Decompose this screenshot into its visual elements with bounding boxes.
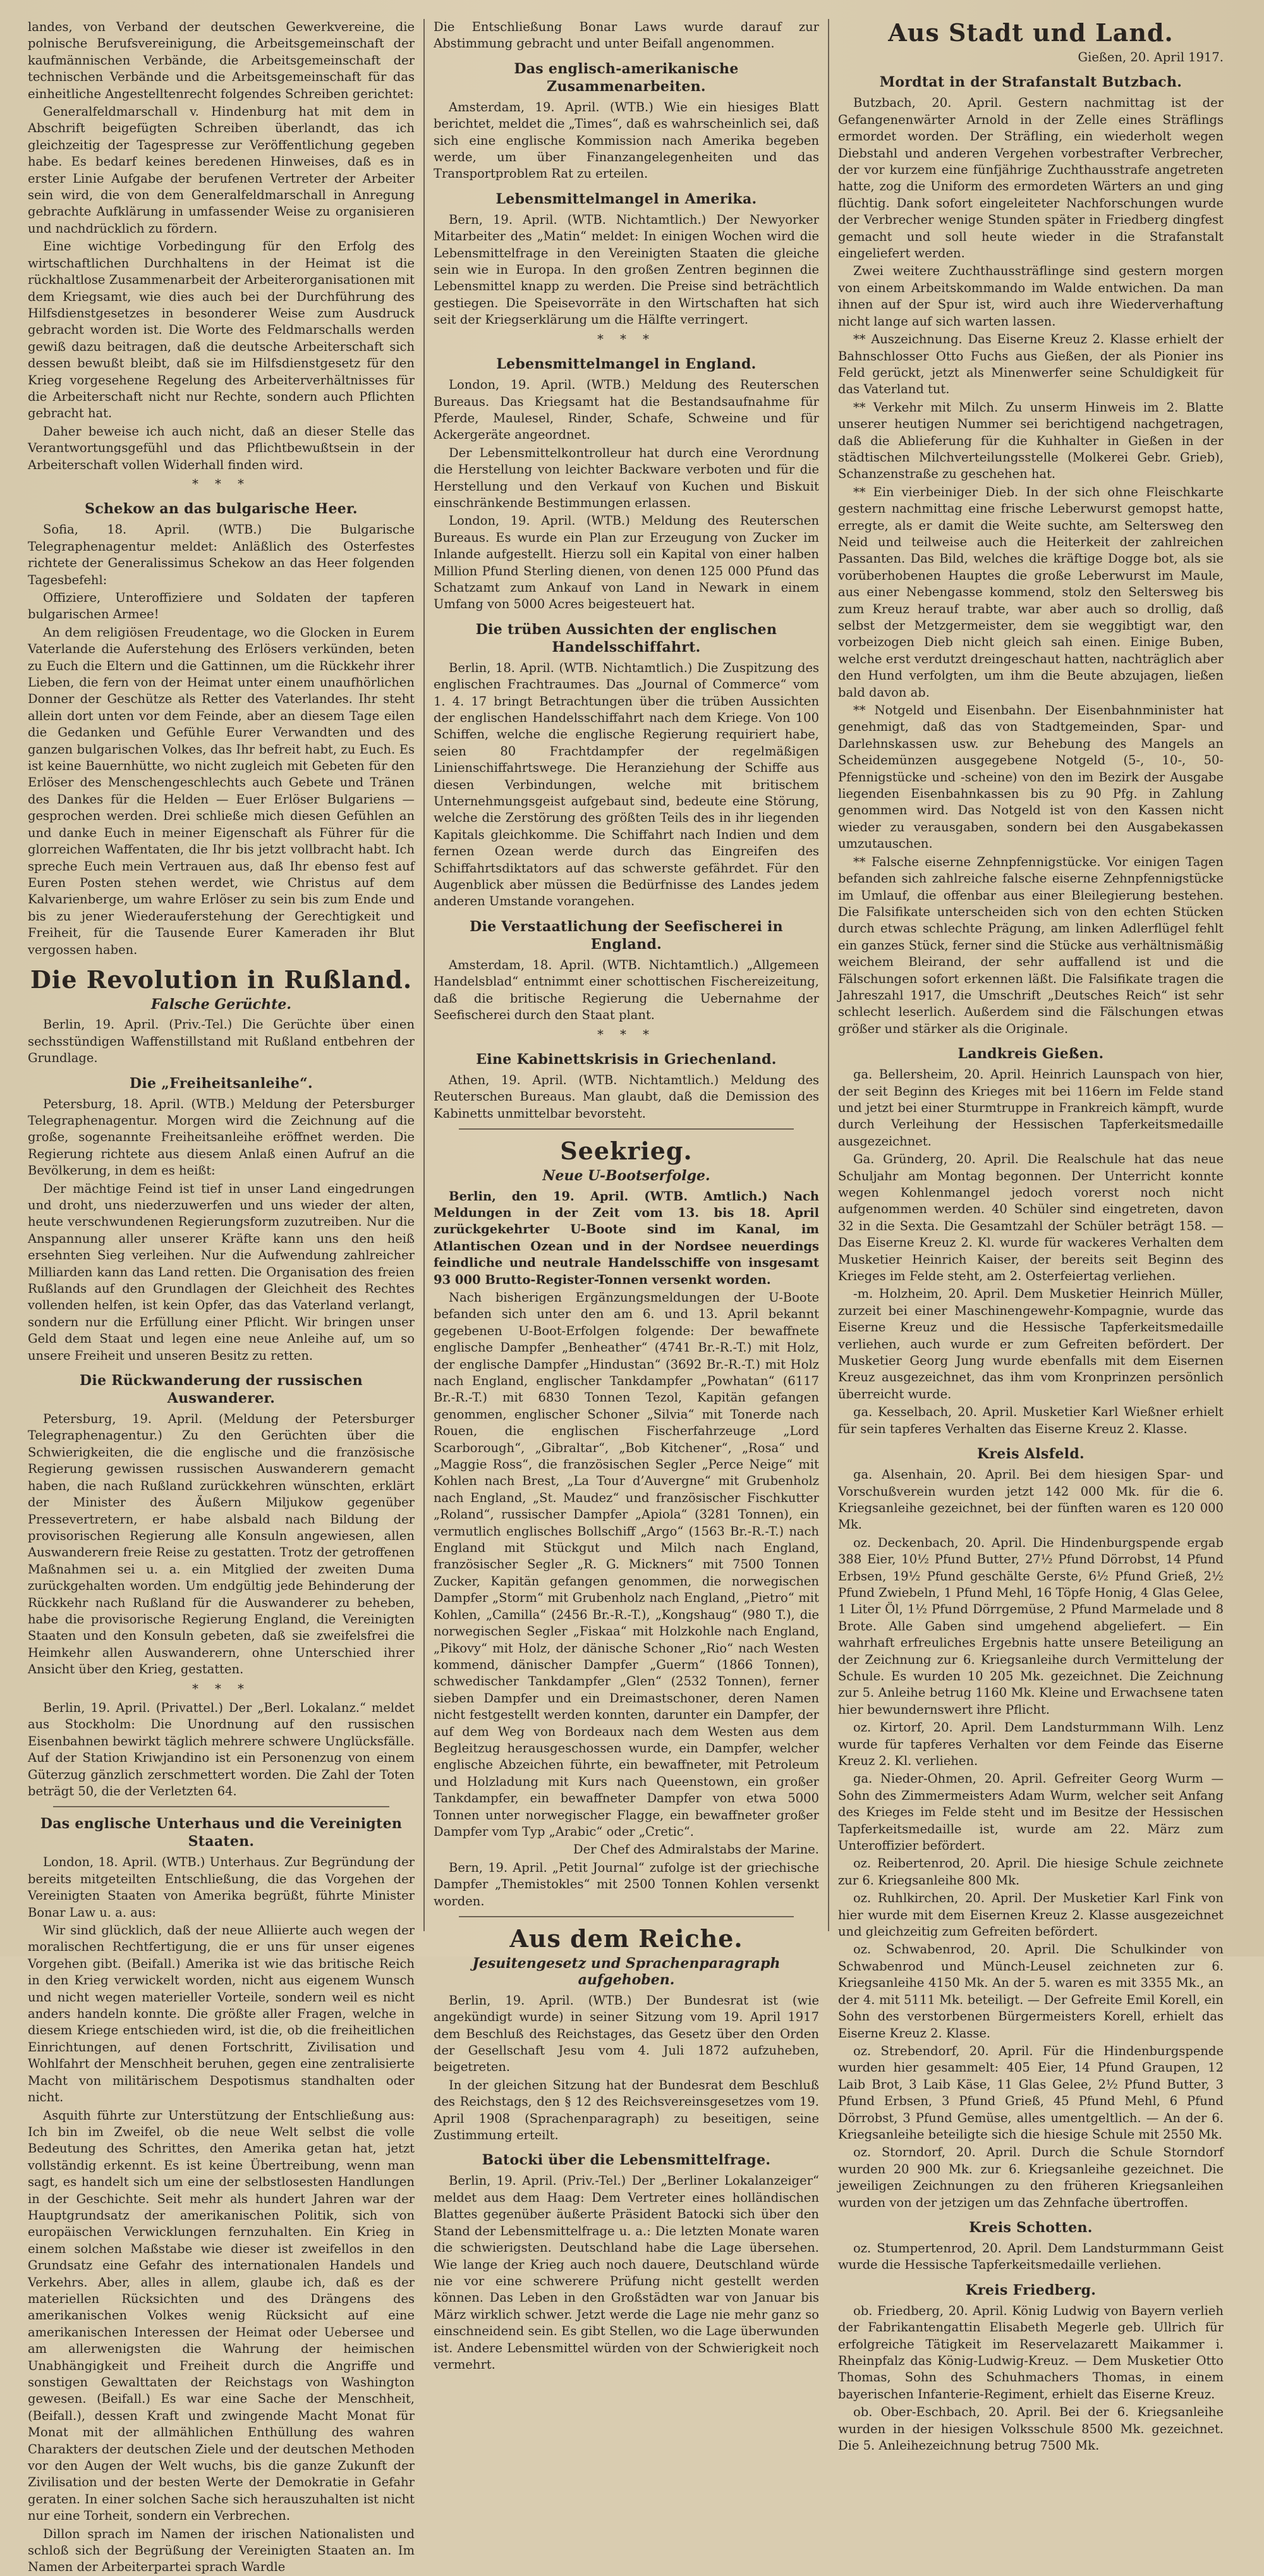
- headline-kreis-schotten: Kreis Schotten.: [969, 2219, 1093, 2236]
- article-paragraph: -m. Holzheim, 20. April. Dem Musketier Heinrich Müller, zurzeit bei einer Maschinengewehr-Kompagnie, wurde das Eiserne Kreuz und die Hessische Tapferkeitsmedaille verliehen, auch wurde er zum Gefreiten befördert. Der Musketier Georg Jung wurde ebenfalls mit dem Eisernen Kreuz ausgezeichnet, das ihm vom Kronprinzen persönlich überreicht wurde.: [838, 1286, 1224, 1401]
- headline-unterhaus: Das englische Unterhaus und die Vereinigten Staaten.: [40, 1816, 403, 1850]
- section-separator: * * *: [597, 1027, 655, 1042]
- article-paragraph: London, 18. April. (WTB.) Unterhaus. Zur Begründung der bereits mitgeteilten Entschließung, die das Vorgehen der Vereinigten Staaten von Amerika begrüßt, führte Minister Bonar Law u. a. aus:: [28, 1855, 415, 1920]
- article-paragraph: Butzbach, 20. April. Gestern nachmittag ist der Gefangenenwärter Arnold in der Zelle eines Sträflings ermordet worden. Der Sträfling, ein wiederholt wegen Diebstahl und anderen Vergehen vorbestrafter Verbrecher, der vor kurzem eine fünfjährige Zuchthausstrafe angetreten hatte, zog die Uniform des ermordeten Wärters an und ging flüchtig. Dank sofort eingeleiteter Nachforschungen wurde der Verbrecher wenige Stunden später in Friedberg dingfest gemacht und soll heute wieder in die Strafanstalt eingeliefert werden.: [838, 95, 1224, 261]
- article-paragraph: An dem religiösen Freudentage, wo die Glocken in Eurem Vaterlande die Auferstehung des Erlösers verkünden, beten zu Euch die Eltern und die Gattinnen, um die Rückkehr ihrer Lieben, die fern von der Heimat unter einem unaufhörlichen Donner der Geschütze als Retter des Vaterlandes. Ihr steht allein dort unten vor dem Feinde, aber an diesem Tage eilen die Gedanken und Gefühle Eurer Verwandten und des ganzen bulgarischen Volkes, das Ihr befreit habt, zu Euch. Es ist keine Bauernhütte, wo nicht zugleich mit Gebeten für den Erlöser des Menschengeschlechts auch Gebete und Tränen des Dankes für die Helden — Euer Erlöser Bulgariens — gesprochen werden. Drei schließe mich diesen Gefühlen an und danke Euch in meiner Eigenschaft als Führer für die glorreichen Waffentaten, die Ihr bis jetzt vollbracht habt. Ich spreche Euch mein Vertrauen aus, daß Ihr ebenso fest auf Euren Posten stehen werdet, wie Christus auf dem Kalvarienberge, um wahre Erlöser zu sein bis zum Ende und bis zu jener Wiederauferstehung der Gerechtigkeit und Freiheit, für die Tausende Eurer Kameraden ihr Blut vergossen haben.: [28, 625, 415, 957]
- article-paragraph: oz. Schwabenrod, 20. April. Die Schulkinder von Schwabenrod und Münch-Leusel zeichneten zur 6. Kriegsanleihe 4150 Mk. An der 5. waren es mit 3355 Mk., an der 4. mit 5111 Mk. beteiligt. — Der Gefreite Emil Korell, ein Sohn des verstorbenen Bürgermeisters Korell, erhielt das Eiserne Kreuz 2. Klasse.: [838, 1942, 1224, 2041]
- article-paragraph: ** Falsche eiserne Zehnpfennigstücke. Vor einigen Tagen befanden sich zahlreiche falsche eiserne Zehnpfennigstücke im Umlauf, die offenbar aus einer Bleilegierung bestehen. Die Falsifikate unterscheiden sich von den echten Stücken durch etwas schlechte Prägung, am linken Adlerflügel fehlt ein ganzes Stück, ferner sind die Stücke aus verhältnismäßig weichem Bleirand, der sehr auffallend ist und die Fälschungen sofort erkennen läßt. Die Falsifikate tragen die Jahreszahl 1917, die Umschrift „Deutsches Reich“ ist sehr schlecht leserlich. Außerdem sind die Fälschungen etwas größer und stärker als die Originale.: [838, 854, 1224, 1036]
- article-paragraph: Die Entschließung Bonar Laws wurde darauf zur Abstimmung gebracht und unter Beifall angenommen.: [434, 20, 819, 51]
- article-paragraph: ga. Nieder-Ohmen, 20. April. Gefreiter Georg Wurm — Sohn des Zimmermeisters Adam Wurm, welcher seit Anfang des Krieges im Felde steht und im Besitze der Hessischen Tapferkeitsmedaille ist, wurde am 22. März zum Unteroffizier befördert.: [838, 1771, 1224, 1853]
- article-paragraph: Petersburg, 19. April. (Meldung der Petersburger Telegraphenagentur.) Zu den Gerüchten über die Schwierigkeiten, die die englische und die französische Regierung gewissen russischen Auswanderern gemacht haben, die nach Rußland zurückkehren wünschten, erklärt der Minister des Äußern Miljukow gegenüber Pressevertretern, er habe alsbald nach Bildung der provisorischen Regierung alle Konsuln angewiesen, allen Auswanderern freie Reise zu gestatten. Trotz der getroffenen Maßnahmen sei u. a. ein Mitglied der zweiten Duma zurückgehalten worden. Um endgültig jede Behinderung der Rückkehr nach Rußland für die Auswanderer zu beheben, habe die provisorische Regierung England, die Vereinigten Staaten und den Konsuln gebeten, daß sie zweifelsfrei die Heimkehr allen Auswanderern, ohne Unterschied ihrer Ansicht über den Krieg, gestatten.: [28, 1412, 415, 1677]
- article-paragraph: Berlin, 19. April. (WTB.) Der Bundesrat ist (wie angekündigt wurde) in seiner Sitzung vom 19. April 1917 dem Beschluß des Reichstages, das Gesetz über den Orden der Gesellschaft Jesu vom 4. Juli 1872 aufzuheben, beigetreten.: [434, 1993, 819, 2075]
- headline-zusammenarbeiten: Das englisch-amerikanische Zusammenarbeiten.: [514, 60, 739, 95]
- article-paragraph: Generalfeldmarschall v. Hindenburg hat mit dem in Abschrift beigefügten Schreiben überlandt, das ich gleichzeitig der Tagespresse zur Veröffentlichung gegeben habe. Es bedarf keines beredenen Hinweises, daß es in erster Linie Aufgabe der berufenen Vertreter der Arbeiter sein wird, die von dem Generalfeldmarschall in Anregung gebrachte Aufklärung in umfassender Weise zu organisieren und nachdrücklich zu fördern.: [28, 104, 415, 236]
- column-2: [423, 19, 828, 2372]
- article-paragraph: Eine wichtige Vorbedingung für den Erfolg des wirtschaftlichen Durchhaltens in der Heimat ist die rückhaltlose Zusammenarbeit der Arbeiterorganisationen mit dem Kriegsamt, wie dies auch bei der Durchführung des Hilfsdienstgesetzes in besonderer Weise zum Ausdruck gebracht worden ist. Die Worte des Feldmarschalls werden gewiß dazu beitragen, daß die deutsche Arbeiterschaft sich dessen bewußt bleibt, daß sie im Hilfsdienstgesetz für den Krieg vorgesehene Regelung des Arbeiterverhältnisses für die Arbeiterschaft nicht nur Rechte, sondern auch Pflichten gebracht hat.: [28, 239, 415, 421]
- column-container: [19, 18, 1237, 2575]
- headline-kreis-friedberg: Kreis Friedberg.: [965, 2281, 1097, 2298]
- section-separator: * * *: [597, 331, 655, 346]
- article-paragraph: Bern, 19. April. „Petit Journal“ zufolge ist der griechische Dampfer „Themistokles“ mit 2500 Tonnen Kohlen versenkt worden.: [434, 1860, 819, 1908]
- headline-lebensmittel-england: Lebensmittelmangel in England.: [496, 356, 757, 373]
- article-paragraph: London, 19. April. (WTB.) Meldung des Reuterschen Bureaus. Es wurde ein Plan zur Erzeugung von Zucker im Inlande aufgestellt. Hierzu soll ein Kapital von einer halben Million Pfund Sterling dienen, von denen 125 000 Pfund das Schatzamt zum Ankauf von Land in Newark in einem Umfang von 5000 Acres beigesteuert hat.: [434, 513, 819, 612]
- article-paragraph: oz. Ruhlkirchen, 20. April. Der Musketier Karl Fink von hier wurde mit dem Eisernen Kreuz 2. Klasse ausgezeichnet und gleichzeitig zum Gefreiten befördert.: [838, 1891, 1224, 1939]
- article-paragraph: ** Notgeld und Eisenbahn. Der Eisenbahnminister hat genehmigt, daß das von Stadtgemeinden, Spar- und Darlehnskassen usw. zur Behebung des Mangels an Scheidemünzen ausgegebene Notgeld (5-, 10-, 50-Pfennigstücke und -scheine) von den im Bezirk der Ausgabe liegenden Eisenbahnkassen bis zu 90 Pfg. in Zahlung genommen wird. Das Notgeld ist von den Kassen nicht wieder zu verausgaben, sondern bei den Ausgabekassen umzutauschen.: [838, 703, 1224, 852]
- headline-revolution: Die Revolution in Rußland.: [30, 965, 413, 994]
- article-paragraph: Zwei weitere Zuchthaussträflinge sind gestern morgen von einem Arbeitskommando im Walde entwichen. Da man ihnen auf der Spur ist, wird auch ihre Wiederverhaftung nicht lange auf sich warten lassen.: [838, 264, 1224, 329]
- headline-mordtat: Mordtat in der Strafanstalt Butzbach.: [879, 74, 1182, 91]
- article-paragraph: Athen, 19. April. (WTB. Nichtamtlich.) Meldung des Reuterschen Bureaus. Man glaubt, daß die Demission des Kabinetts unmittelbar bevorsteht.: [434, 1072, 819, 1121]
- article-paragraph: Bern, 19. April. (WTB. Nichtamtlich.) Der Newyorker Mitarbeiter des „Matin“ meldet: In einigen Wochen wird die Lebensmittelfrage in den Vereinigten Staaten die gleiche sein wie in Europa. In den großen Zentren beginnen die Lebensmittel knapp zu werden. Die Preise sind beträchtlich gestiegen. Die Speisevorräte in den Wirtschaften hat sich seit der Kriegserklärung um die Hälfte verringert.: [434, 212, 819, 327]
- article-intro-paragraph: landes, von Verband der deutschen Gewerkvereine, die polnische Berufsvereinigung, die Arbeitsgemeinschaft der kaufmännischen Verbände, die Arbeitsgemeinschaft der technischen Verbände und die Arbeitsgemeinschaft für das einheitliche Angestelltenrecht folgendes Schreiben gerichtet:: [28, 20, 415, 101]
- column-3: [828, 18, 1232, 2453]
- article-paragraph: oz. Strebendorf, 20. April. Für die Hindenburgspende wurden hier gesammelt: 405 Eier, 14 Pfund Graupen, 12 Laib Brot, 3 Laib Käse, 11 Glas Gelee, 2½ Pfund Butter, 3 Pfund Erbsen, 3 Pfund Grieß, 45 Pfund Mehl, 6 Pfund Dörrobst, 3 Pfund Gemüse, alles umentgeltlich. — An der 6. Kriegsanleihe beteiligte sich die hiesige Schule mit 2550 Mk.: [838, 2043, 1224, 2142]
- headline-aus-dem-reiche: Aus dem Reiche.: [509, 1924, 743, 1953]
- divider: [53, 1806, 389, 1807]
- article-paragraph: ob. Ober-Eschbach, 20. April. Bei der 6. Kriegsanleihe wurden in der hiesigen Volksschule 8500 Mk. gezeichnet. Die 5. Anleihezeichnung betrug 7500 Mk.: [838, 2405, 1224, 2453]
- article-paragraph: ob. Friedberg, 20. April. König Ludwig von Bayern verlieh der Fabrikantengattin Elisabeth Megerle geb. Ullrich für erfolgreiche Tätigkeit im Reservelazarett Maikammer i. Rheinpfalz das König-Ludwig-Kreuz. — Dem Musketier Otto Thomas, Sohn des Schuhmachers Thomas, in einem bayerischen Infanterie-Regiment, erhielt das Eiserne Kreuz.: [838, 2303, 1224, 2402]
- column-1: [19, 19, 423, 2575]
- article-paragraph: In der gleichen Sitzung hat der Bundesrat dem Beschluß des Reichstags, den § 12 des Reichsvereinsgesetzes vom 19. April 1908 (Sprachenparagraph) zu beseitigen, seine Zustimmung erteilt.: [434, 2077, 819, 2143]
- headline-landkreis-giessen: Landkreis Gießen.: [957, 1046, 1104, 1063]
- article-paragraph: Ga. Gründerg, 20. April. Die Realschule hat das neue Schuljahr am Montag begonnen. Der Unterricht konnte wegen Kohlenmangel jedoch vorerst noch nicht aufgenommen werden. 40 Schüler sind eingetreten, davon 32 in die Sexta. Die Gesamtzahl der Schüler beträgt 158. — Das Eiserne Kreuz 2. Kl. wurde für wackeres Verhalten dem Musketier Heinrich Kaiser, der bereits seit Beginn des Krieges im Felde steht, am 2. Osterfeiertag verliehen.: [838, 1152, 1224, 1284]
- subheadline-u-bootserfolge: Neue U-Bootserfolge.: [542, 1168, 710, 1185]
- headline-aus-stadt-und-land: Aus Stadt und Land.: [888, 18, 1174, 47]
- article-paragraph: ga. Bellersheim, 20. April. Heinrich Launspach von hier, der seit Beginn des Krieges mit bei 116ern im Felde stand und jetzt bei einer Sturmtruppe in Frankreich kämpft, wurde durch Verleihung der Hessischen Tapferkeitsmedaille ausgezeichnet.: [838, 1067, 1224, 1149]
- article-paragraph: Berlin, 19. April. (Privattel.) Der „Berl. Lokalanz.“ meldet aus Stockholm: Die Unordnung auf den russischen Eisenbahnen bewirkt täglich mehrere schwere Unglücksfälle. Auf der Station Kriwjandino ist ein Personenzug von einem Güterzug gänzlich zerschmettert worden. Die Zahl der Toten beträgt 50, die der Verletzten 64.: [28, 1700, 415, 1798]
- article-paragraph: ** Auszeichnung. Das Eiserne Kreuz 2. Klasse erhielt der Bahnschlosser Otto Fuchs aus Gießen, der als Pionier ins Feld gerückt, jetzt als Minenwerfer seine Schuldigkeit für das Vaterland tut.: [838, 332, 1224, 397]
- dateline: Gießen, 20. April 1917.: [1078, 50, 1224, 64]
- article-paragraph: oz. Deckenbach, 20. April. Die Hindenburgspende ergab 388 Eier, 10½ Pfund Butter, 27½ Pfund Dörrobst, 14 Pfund Erbsen, 19½ Pfund geschälte Gerste, 6½ Pfund Grieß, 2½ Pfund Zwiebeln, 1 Pfund Mehl, 16 Töpfe Honig, 4 Glas Gelee, 1 Liter Öl, 1½ Pfund Dörrgemüse, 2 Pfund Marmelade und 8 Brote. Alle Gaben sind umgehend abgeliefert. — Ein wahrhaft erfreuliches Ergebnis hatte unsere Beteiligung an der Zeichnung zur 6. Kriegsanleihe durch Vermittelung der Schule. Es wurden 10 205 Mk. gezeichnet. Die Zeichnung zur 5. Anleihe betrug 1160 Mk. Kleine und Erwachsene taten hier bewundernswert ihre Pflicht.: [838, 1535, 1224, 1717]
- divider: [459, 1916, 794, 1917]
- article-paragraph: ** Verkehr mit Milch. Zu unserm Hinweis im 2. Blatte unserer heutigen Nummer sei berichtigend nachgetragen, daß die Ablieferung für die Kuhhalter in Gießen in der städtischen Milchverteilungsstelle (Molkerei Gebr. Grieb), Schanzenstraße zu geschehen hat.: [838, 400, 1224, 482]
- article-paragraph: Der mächtige Feind ist tief in unser Land eingedrungen und droht, uns niederzuwerfen und uns wieder der alten, heute verschwundenen Regierungsform zuzutreiben. Nur die Anspannung aller unserer Kräfte kann uns den heiß ersehnten Sieg verleihen. Nur die Aufwendung zahlreicher Milliarden kann das Land retten. Die Organisation des freien Rußlands auf den Grundlagen der Gleichheit des Rechtes vollenden helfen, ist kein Opfer, das das Vaterland verlangt, sondern nur die Erfüllung einer Pflicht. Wir bringen unser Geld dem Staat und legen eine neue Anleihe auf, um so unsere Freiheit und unseren Besitz zu retten.: [28, 1181, 415, 1363]
- headline-seekrieg: Seekrieg.: [560, 1137, 693, 1166]
- article-paragraph: Daher beweise ich auch nicht, daß an dieser Stelle das Verantwortungsgefühl und das Pflichtbewußtsein in der Arbeiterschaft vollen Widerhall finden wird.: [28, 424, 415, 472]
- article-paragraph: Wir sind glücklich, daß der neue Alliierte auch wegen der moralischen Rechtfertigung, die er uns für unser eigenes Vorgehen gibt. (Beifall.) Amerika ist wie das britische Reich in den Krieg verwickelt worden, nicht aus eigenem Wunsch und nicht wegen materieller Vorteile, sondern weil es nicht anders handeln konnte. Die größte aller Fragen, welche in diesem Kriege entschieden wird, ist die, ob die freiheitlichen Einrichtungen, auf denen Fortschritt, Zivilisation und Wohlfahrt der Menschheit beruhen, gegen eine zentralisierte Macht von militärischem Despotismus standhalten oder nicht.: [28, 1923, 415, 2105]
- article-paragraph: Berlin, 19. April. (Priv.-Tel.) Die Gerüchte über einen sechsstündigen Waffenstillstand mit Rußland entbehren der Grundlage.: [28, 1017, 415, 1066]
- article-paragraph: Nach bisherigen Ergänzungsmeldungen der U-Boote befanden sich unter den am 6. und 13. April bekannt gegebenen U-Boot-Erfolgen folgende: Der bewaffnete englische Dampfer „Benheather“ (4741 Br.-R.-T.) mit Holz, der englische Dampfer „Hindustan“ (3692 Br.-R.-T.) mit Holz nach England, englischer Tankdampfer „Powhatan“ (6117 Br.-R.-T.) mit 6830 Tonnen Tezol, Kapitän gefangen genommen, englischer Schoner „Silvia“ mit Tonerde nach Rouen, die englischen Fischerfahrzeuge „Lord Scarborough“, „Gibraltar“, „Bob Kitchener“, „Rosa“ und „Maggie Ross“, die französischen Segler „Perce Neige“ mit Kohlen nach Brest, „La Tour d’Auvergne“ mit Grubenholz nach England, „St. Maudez“ und französischer Fischkutter „Roland“, russischer Dampfer „Apiola“ (3281 Tonnen), ein vermutlich englisches Bollschiff „Argo“ (1563 Br.-R.-T.) nach England mit Stückgut und Milch nach England, französischer Segler „R. G. Mickners“ mit 7500 Tonnen Zucker, Kapitän gefangen genommen, die norwegischen Dampfer „Storm“ mit Grubenholz nach England, „Pietro“ mit Kohlen, „Camilla“ (2456 Br.-R.-T.), „Kongshaug“ (980 T.), die norwegischen Segler „Fiskaa“ mit Holzkohle nach England, „Pikovy“ mit Holz, der dänische Schoner „Rio“ nach Westen kommend, dänischer Dampfer „Guerm“ (1866 Tonnen), schwedischer Tankdampfer „Glen“ (2532 Tonnen), ferner sieben Dampfer und ein Dreimastschoner, deren Namen nicht festgestellt werden konnten, darunter ein Dampfer, der auf dem Weg von Bordeaux nach dem Westen aus dem Begleitzug herausgeschossen wurde, ein Dampfer, welcher englische Abzeichen führte, ein bewaffneter, mit Petroleum und Holzladung mit Kurs nach Queenstown, ein großer Tankdampfer, ein bewaffneter Dampfer von etwa 5000 Tonnen unter norwegischer Flagge, ein bewaffneter großer Dampfer vom Typ „Arabic“ oder „Cretic“.: [434, 1290, 819, 1839]
- article-paragraph: Dillon sprach im Namen der irischen Nationalisten und schloß sich der Begrüßung der Vereinigten Staaten an. Im Namen der Arbeiterpartei sprach Wardle: [28, 2526, 415, 2575]
- article-paragraph: Berlin, 19. April. (Priv.-Tel.) Der „Berliner Lokalanzeiger“ meldet aus dem Haag: Dem Vertreter eines holländischen Blattes gegenüber äußerte Präsident Batocki sich über den Stand der Lebensmittelfrage u. a.: Die letzten Monate waren die schwierigsten. Deutschland habe die Lage übersehen. Wie lange der Krieg auch noch dauere, Deutschland würde nie vor eine schwerere Prüfung nicht gestellt werden können. Das Leben in den Großstädten war von Januar bis März wirklich schwer. Jetzt werde die Lage nie mehr ganz so einschneidend sein. Es gibt Stellen, wo die Lage überwunden ist. Andere Lebensmittel würden von der Schwierigkeit noch vermehrt.: [434, 2173, 819, 2372]
- headline-kabinettskrisis: Eine Kabinettskrisis in Griechenland.: [476, 1051, 777, 1068]
- headline-seefischerei: Die Verstaatlichung der Seefischerei in England.: [470, 918, 783, 953]
- article-signature: Der Chef des Admiralstabs der Marine.: [573, 1842, 819, 1857]
- headline-rueckwanderung: Die Rückwanderung der russischen Auswanderer.: [80, 1372, 363, 1407]
- article-paragraph: Amsterdam, 18. April. (WTB. Nichtamtlich.) „Allgemeen Handelsblad“ entnimmt einer schottischen Fischereizeitung, daß die britische Regierung die Uebernahme der Seefischerei durch den Staat plant.: [434, 957, 819, 1023]
- subheadline-jesuitengesetz: Jesuitengesetz und Sprachenparagraph aufgehoben.: [472, 1955, 781, 1989]
- headline-batocki: Batocki über die Lebensmittelfrage.: [482, 2152, 771, 2169]
- article-paragraph: Der Lebensmittelkontrolleur hat durch eine Verordnung die Herstellung von leichter Backware verboten und für die Herstellung und den Verkauf von Kuchen und Biskuit einschränkende Bestimmungen erlassen.: [434, 445, 819, 510]
- article-paragraph: Asquith führte zur Unterstützung der Entschließung aus: Ich bin im Zweifel, ob die neue Welt selbst die volle Bedeutung des Schrittes, den Amerika getan hat, jetzt vollständig erkennt. Es ist keine Übertreibung, wenn man sagt, es handelt sich um eine der selbstlosesten Handlungen in der Geschichte. Seit mehr als hundert Jahren war der Hauptgrundsatz der amerikanischen Politik, sich von europäischen Verwicklungen fernzuhalten. Ein Krieg in einem solchen Maßstabe wie dieser ist zweifellos in den Grundsatz eine Gefahr des internationalen Handels und Verkehrs. Aber, alles in allem, glaube ich, daß es der materiellen Rücksichten und des Drängens des amerikanischen Volkes wenig Rücksicht auf eine amerikanischen Interessen der Heimat oder Uebersee und am allerwenigsten die Wahrung der heimischen Unabhängigkeit und Freiheit durch die Angriffe und sonstigen Gewalttaten der Reichstags von Washington gewesen. (Beifall.) Es war eine Sache der Menschheit, (Beifall.), dessen Kraft und zwingende Macht Monat für Monat mit der allmählichen Enthüllung des wahren Charakters der deutschen Ziele und der deutschen Methoden vor den Augen der Welt wuchs, bis die ganze Zukunft der Zivilisation und der besten Werte der Demokratie in Gefahr geraten. In einer solchen Sache sich herauszuhalten ist nicht nur eine Torheit, sondern ein Verbrechen.: [28, 2108, 415, 2524]
- divider: [459, 1128, 794, 1130]
- section-separator: * * *: [192, 476, 250, 491]
- article-paragraph: oz. Reibertenrod, 20. April. Die hiesige Schule zeichnete zur 6. Kriegsanleihe 800 Mk.: [838, 1856, 1224, 1888]
- article-paragraph: oz. Storndorf, 20. April. Durch die Schule Storndorf wurden 20 900 Mk. zur 6. Kriegsanleihe gezeichnet. Die jeweiligen Zeichnungen zu den früheren Kriegsanleihen wurden von der jetzigen um das Zehnfache übertroffen.: [838, 2145, 1224, 2210]
- article-paragraph: ** Ein vierbeiniger Dieb. In der sich ohne Fleischkarte gestern nachmittag eine frische Leberwurst gemopst hatte, erregte, als er damit die Weite suchte, am Seltersweg den Neid und teilweise auch die Heiterkeit der zahlreichen Passanten. Das Bild, welches die kräftige Dogge bot, als sie vorüberhobenen Hauptes die große Leberwurst im Maule, aus einer Nebengasse kommend, stolz den Seltersweg bis zum Kreuz herauf trabte, war aber auch so drollig, daß selbst der Metzgermeister, dem sie weggibtigt war, den vorbeizogen Dieb nicht gleich sah einen. Einige Buben, welche erst verdutzt dreingeschaut hatten, nachträglich aber den Hund verfolgten, um ihm die Beute abzujagen, ließen bald davon ab.: [838, 484, 1224, 700]
- article-paragraph: Sofia, 18. April. (WTB.) Die Bulgarische Telegraphenagentur meldet: Anläßlich des Osterfestes richtete der Generalissimus Schekow an das Heer folgenden Tagesbefehl:: [28, 522, 415, 587]
- article-paragraph: London, 19. April. (WTB.) Meldung des Reuterschen Bureaus. Das Kriegsamt hat die Bestandsaufnahme für Pferde, Maulesel, Rinder, Schafe, Schweine und für Ackergeräte angeordnet.: [434, 377, 819, 443]
- headline-lebensmittel-amerika: Lebensmittelmangel in Amerika.: [495, 190, 757, 207]
- article-paragraph: Offiziere, Unteroffiziere und Soldaten der tapferen bulgarischen Armee!: [28, 590, 415, 622]
- article-paragraph: Amsterdam, 19. April. (WTB.) Wie ein hiesiges Blatt berichtet, meldet die „Times“, daß es wahrscheinlich sei, daß sich eine englische Kommission nach Amerika begeben werde, um über Finanzangelegenheiten und das Transportproblem Rat zu erteilen.: [434, 99, 819, 181]
- article-paragraph: Berlin, 18. April. (WTB. Nichtamtlich.) Die Zuspitzung des englischen Frachtraumes. Das „Journal of Commerce“ vom 1. 4. 17 bringt Betrachtungen über die trüben Aussichten der englischen Handelsschiffahrt nach dem Kriege. Von 100 Schiffen, welche die englische Regierung requiriert habe, seien 80 Frachtdampfer der regelmäßigen Linienschiffahrtswege. Die Heranziehung der Schiffe aus diesen Verbindungen, welche mit britischem Unternehmungsgeist aufgebaut sind, bedeute eine Störung, welche die Zerstörung des größten Teils des in ihr liegenden Kapitals gleichkomme. Die Schiffahrt nach Indien und dem fernen Ozean werde durch das Eingreifen des Schiffahrtsdiktators auf das schwerste gefährdet. Für den Augenblick aber müssen die Bedürfnisse des Landes jedem anderen Umstande vorangehen.: [434, 660, 819, 909]
- headline-handelsschiffahrt: Die trüben Aussichten der englischen Handelsschiffahrt.: [475, 621, 777, 656]
- headline-kreis-alsfeld: Kreis Alsfeld.: [977, 1446, 1085, 1463]
- subheadline-falsche-geruechte: Falsche Gerüchte.: [150, 996, 292, 1013]
- headline-schekow: Schekow an das bulgarische Heer.: [85, 501, 358, 518]
- headline-freiheitsanleihe: Die „Freiheitsanleihe“.: [130, 1075, 313, 1092]
- article-paragraph: Petersburg, 18. April. (WTB.) Meldung der Petersburger Telegraphenagentur. Morgen wird die Zeichnung auf die große, sogenannte Freiheitsanleihe eröffnet werden. Die Regierung richtete aus diesem Anlaß einen Aufruf an die Bevölkerung, in dem es heißt:: [28, 1096, 415, 1178]
- article-paragraph: ga. Kesselbach, 20. April. Musketier Karl Wießner erhielt für sein tapferes Verhalten das Eiserne Kreuz 2. Klasse.: [838, 1405, 1224, 1436]
- section-separator: * * *: [192, 1681, 250, 1696]
- article-paragraph: oz. Kirtorf, 20. April. Dem Landsturmmann Wilh. Lenz wurde für tapferes Verhalten vor dem Feinde das Eiserne Kreuz 2. Kl. verliehen.: [838, 1720, 1224, 1768]
- article-paragraph: Berlin, den 19. April. (WTB. Amtlich.) Nach Meldungen in der Zeit vom 13. bis 18. April zurückgekehrter U-Boote sind im Kanal, im Atlantischen Ozean und in der Nordsee neuerdings feindliche und neutrale Handelsschiffe von insgesamt 93 000 Brutto-Register-Tonnen versenkt worden.: [434, 1188, 819, 1287]
- article-paragraph: ga. Alsenhain, 20. April. Bei dem hiesigen Spar- und Vorschußverein wurden jetzt 142 000 Mk. für die 6. Kriegsanleihe gezeichnet, bei der fünften waren es 120 000 Mk.: [838, 1467, 1224, 1532]
- article-paragraph: oz. Stumpertenrod, 20. April. Dem Landsturmmann Geist wurde die Hessische Tapferkeitsmedaille verliehen.: [838, 2240, 1224, 2273]
